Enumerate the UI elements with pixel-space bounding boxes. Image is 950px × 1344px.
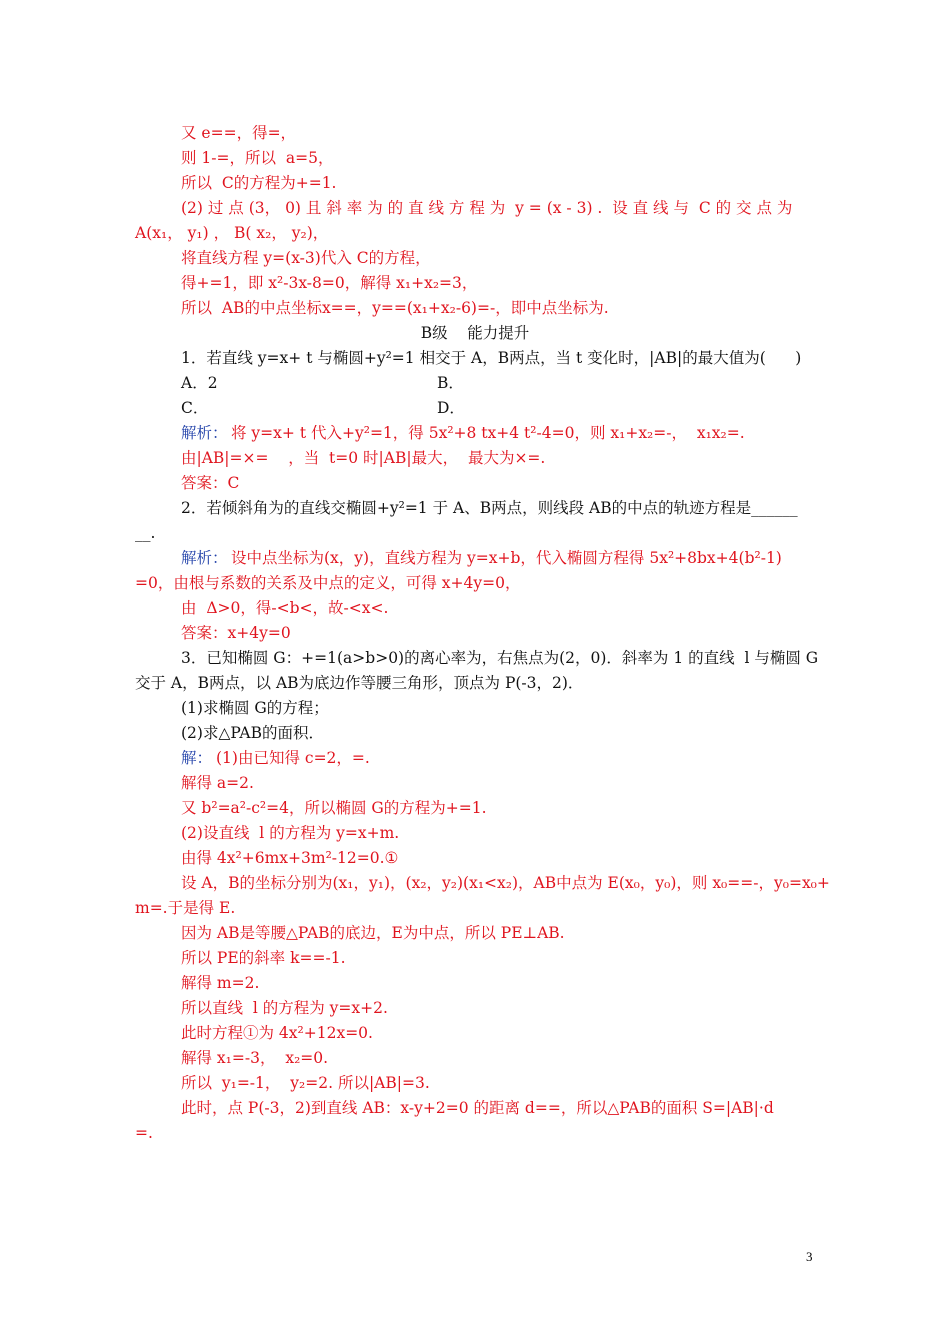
analysis-label: 解析：: [181, 424, 228, 442]
text-line: 则 1-=，所以 a=5，: [181, 149, 334, 167]
option-d: D．: [437, 399, 465, 417]
text-line: 因为 AB是等腰△PAB的底边，E为中点，所以 PE⊥AB.: [181, 924, 565, 942]
text-line: 所以 y₁=-1， y₂=2. 所以|AB|=3.: [181, 1074, 430, 1092]
option-b: B．: [437, 374, 464, 392]
text-line: 此时方程①为 4x²+12x=0.: [181, 1024, 373, 1042]
question-1: 1．若直线 y=x+ t 与椭圆+y²=1 相交于 A，B两点，当 t 变化时，|AB|的最大值为( ): [181, 349, 802, 367]
text-line: 又 b²=a²-c²=4，所以椭圆 G的方程为+=1.: [181, 799, 487, 817]
solution-label: 解：: [181, 749, 213, 767]
text-line: 由|AB|=×= ，当 t=0 时|AB|最大， 最大为×=.: [181, 449, 546, 467]
text-line: =0，由根与系数的关系及中点的定义，可得 x+4y=0，: [135, 574, 521, 592]
page-number: 3: [806, 1249, 813, 1264]
question-2: 2．若倾斜角为的直线交椭圆+y²=1 于 A、B两点，则线段 AB的中点的轨迹方程是______: [181, 499, 798, 517]
text-line: 解得 x₁=-3， x₂=0.: [181, 1049, 329, 1067]
option-c: C．: [181, 399, 209, 417]
text-line: (1)由已知得 c=2，=.: [216, 749, 370, 767]
text-line: =.: [135, 1124, 153, 1142]
analysis-label: 解析：: [181, 549, 228, 567]
question-3: 3．已知椭圆 G：+=1(a>b>0)的离心率为，右焦点为(2，0)．斜率为 1 的直线 l 与椭圆 G: [181, 649, 819, 667]
text-line: __.: [135, 524, 156, 542]
text-line: 所以 C的方程为+=1.: [181, 174, 337, 192]
text-line: 交于 A，B两点，以 AB为底边作等腰三角形，顶点为 P(-3，2)．: [135, 674, 584, 692]
text-line: (2) 过 点 (3， 0) 且 斜 率 为 的 直 线 方 程 为 y = (x - 3) . 设 直 线 与 C 的 交 点 为: [181, 199, 793, 217]
text-line: (2)设直线 l 的方程为 y=x+m.: [181, 824, 400, 842]
text-line: 所以直线 l 的方程为 y=x+2.: [181, 999, 388, 1017]
text-line: 设 A，B的坐标分别为(x₁，y₁)，(x₂，y₂)(x₁<x₂)，AB中点为 E(x₀，y₀)，则 x₀==-，y₀=x₀+: [181, 874, 830, 892]
option-a: A．2: [181, 374, 218, 392]
text-line: 得+=1，即 x²-3x-8=0，解得 x₁+x₂=3，: [181, 274, 478, 292]
text-line: (1)求椭圆 G的方程；: [181, 699, 329, 717]
text-line: (2)求△PAB的面积．: [181, 724, 324, 742]
text-line: 设中点坐标为(x，y)，直线方程为 y=x+b，代入椭圆方程得 5x²+8bx+4(b²-1): [231, 549, 782, 567]
section-heading: B级 能力提升: [420, 324, 530, 342]
text-line: 所以 PE的斜率 k==-1.: [181, 949, 346, 967]
text-line: 解得 a=2.: [181, 774, 254, 792]
text-line: 此时，点 P(-3，2)到直线 AB：x-y+2=0 的距离 d==，所以△PAB的面积 S=|AB|·d: [181, 1099, 774, 1117]
text-line: 又 e==，得=，: [181, 124, 297, 142]
text-line: A(x₁， y₁) ， B( x₂， y₂)，: [135, 224, 329, 242]
text-line: 由得 4x²+6mx+3m²-12=0.①: [181, 849, 399, 867]
answer-line: 答案：C: [181, 474, 240, 492]
text-line: 将 y=x+ t 代入+y²=1，得 5x²+8 tx+4 t²-4=0，则 x₁+x₂=-， x₁x₂=.: [231, 424, 745, 442]
text-line: m=.于是得 E.: [135, 899, 236, 917]
answer-line: 答案：x+4y=0: [181, 624, 291, 642]
text-line: 将直线方程 y=(x-3)代入 C的方程，: [181, 249, 431, 267]
text-line: 由 Δ>0，得-<b<，故-<x<.: [181, 599, 389, 617]
text-line: 所以 AB的中点坐标x==，y==(x₁+x₂-6)=-，即中点坐标为.: [181, 299, 609, 317]
text-line: 解得 m=2.: [181, 974, 260, 992]
